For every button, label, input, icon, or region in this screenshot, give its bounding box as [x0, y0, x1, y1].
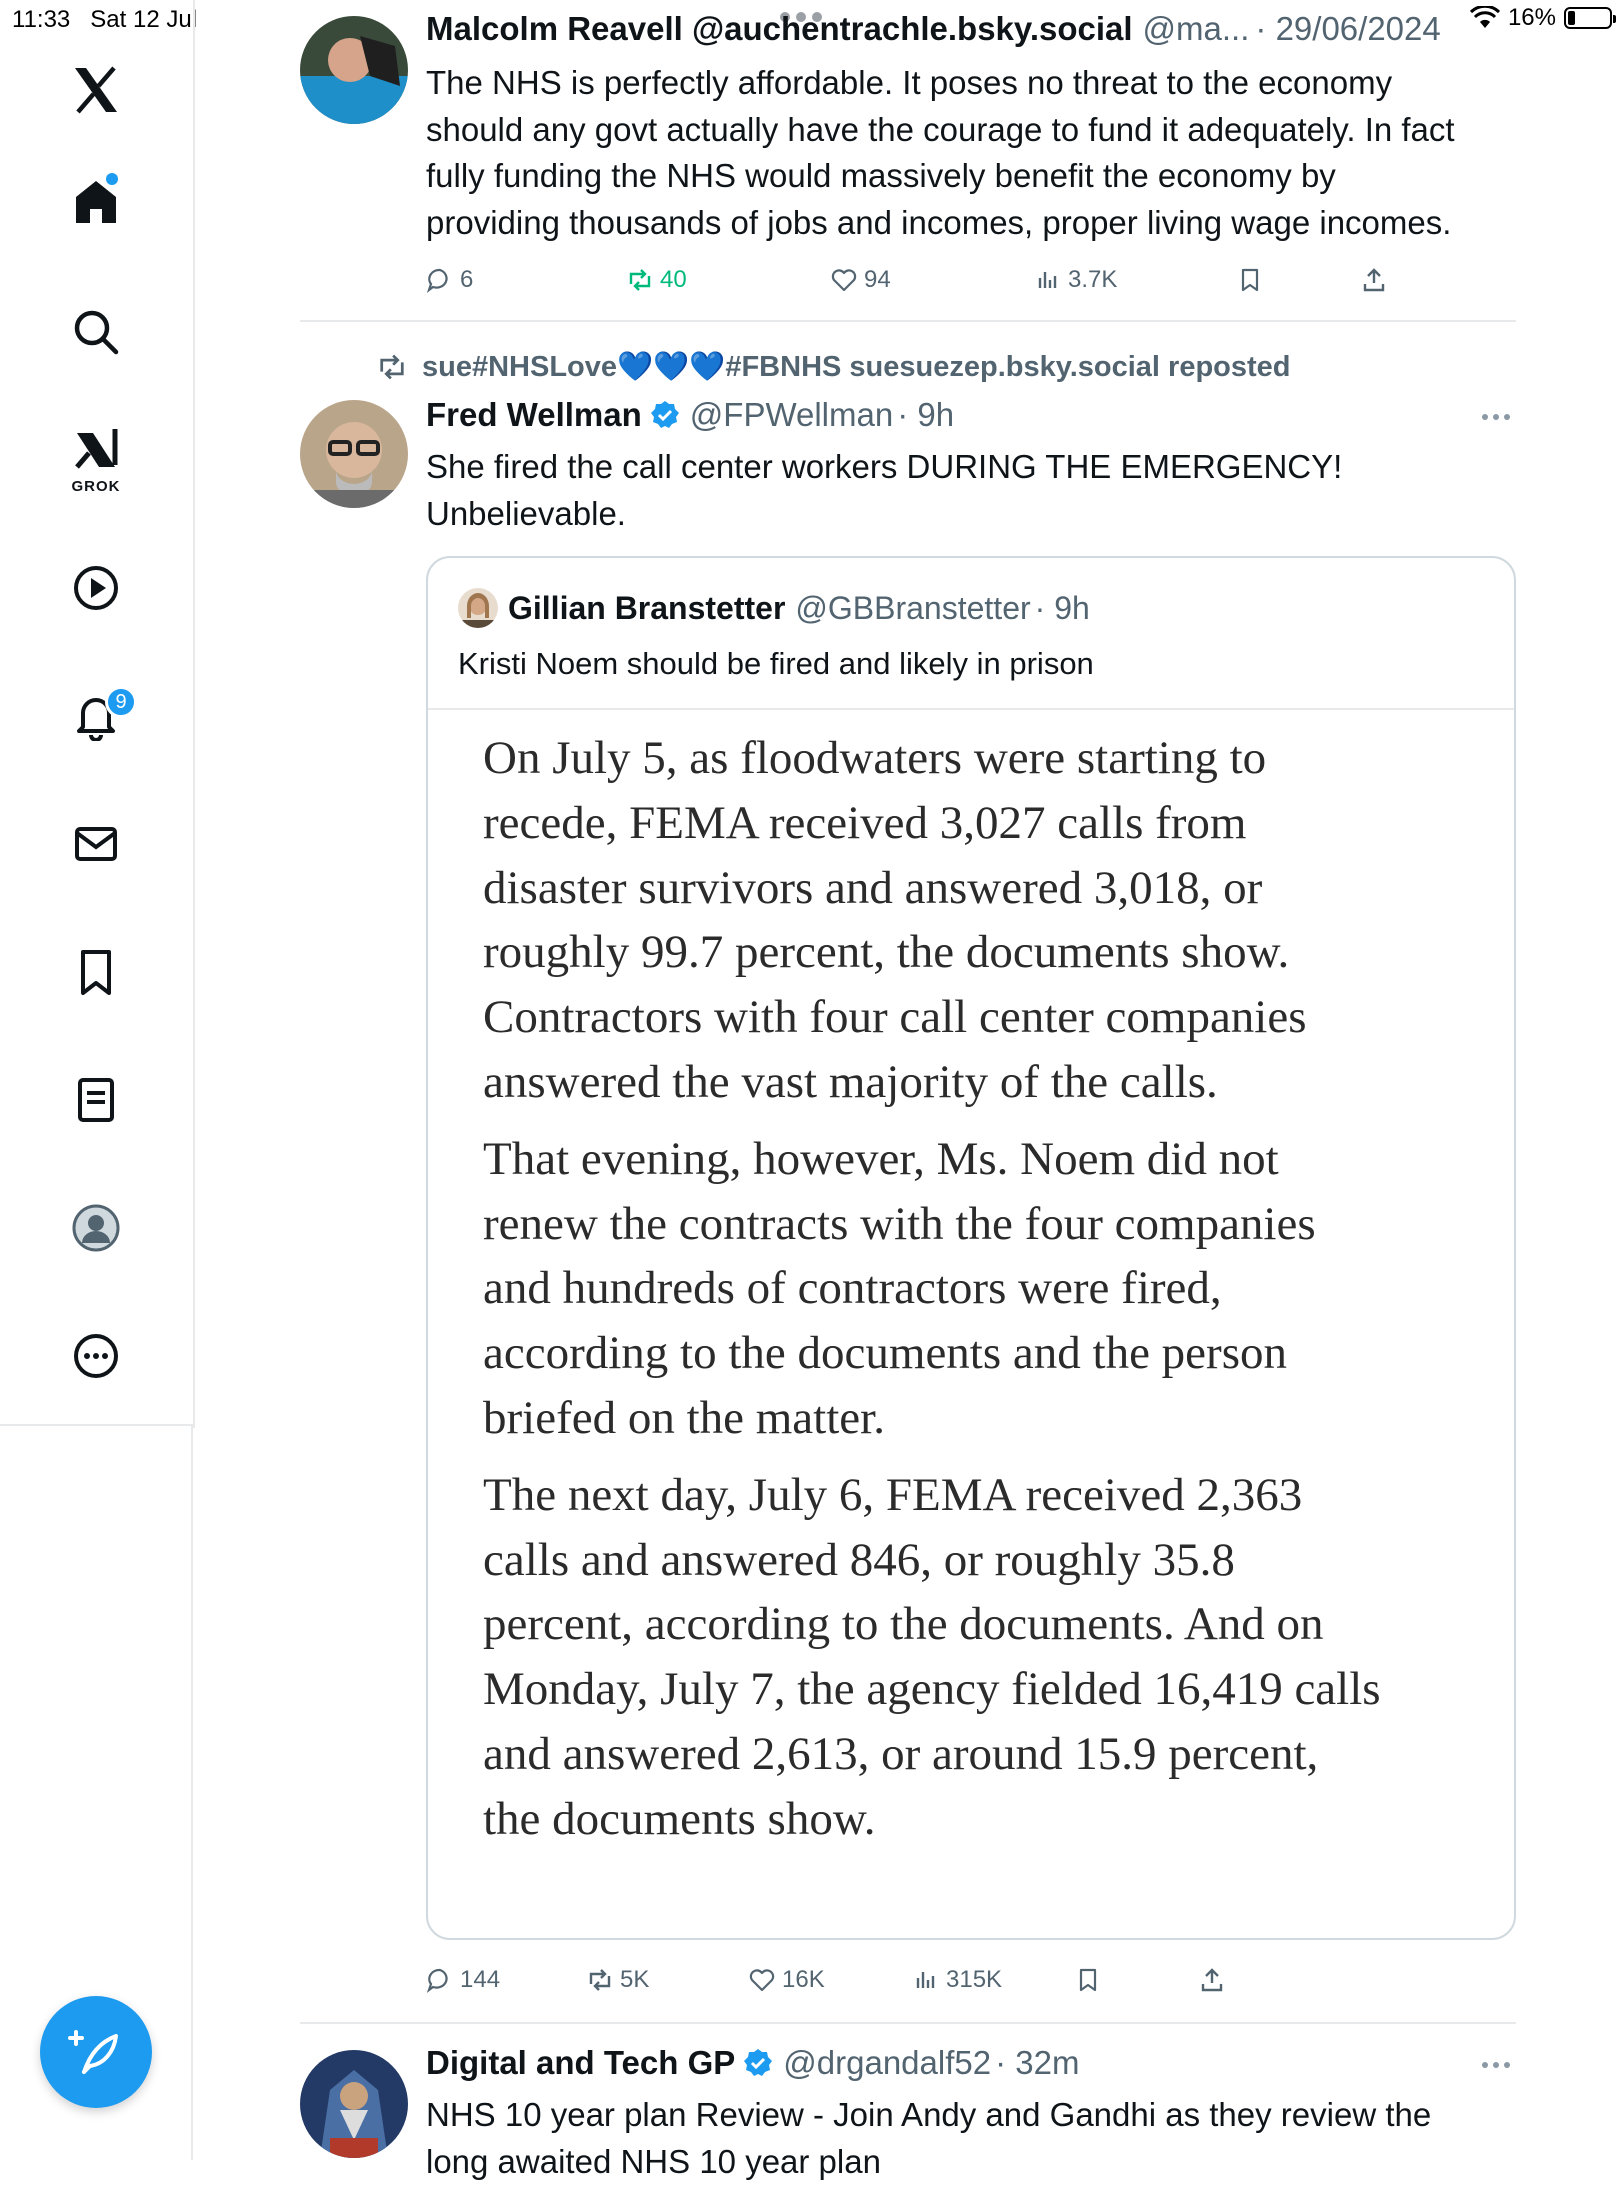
article-screenshot-image	[483, 726, 1483, 1864]
repost-icon	[626, 266, 654, 294]
share-icon	[1198, 1966, 1226, 1994]
quoted-author-handle[interactable]: @GBBranstetter	[795, 589, 1031, 626]
grok-label: GROK	[71, 478, 121, 495]
reply-count: 144	[460, 1966, 501, 1993]
share-button[interactable]	[1360, 266, 1388, 294]
status-indicators	[1470, 4, 1612, 32]
battery-icon	[1564, 7, 1612, 29]
repost-icon	[586, 1966, 614, 1994]
home-icon[interactable]	[58, 164, 134, 240]
repost-context[interactable]	[376, 350, 1291, 384]
post-actions	[426, 262, 1426, 298]
author-name[interactable]: Digital and Tech GP	[426, 2044, 736, 2081]
author-handle[interactable]: @ma...	[1142, 10, 1250, 47]
post-divider	[300, 320, 1516, 322]
video-icon[interactable]	[58, 550, 134, 626]
wifi-icon	[1470, 6, 1500, 30]
x-logo-icon[interactable]	[58, 52, 134, 128]
quoted-post-card[interactable]	[426, 556, 1516, 1940]
quoted-author-line	[458, 588, 1090, 628]
post-avatar[interactable]	[300, 400, 408, 508]
quoted-post-time: · 9h	[1034, 589, 1090, 626]
compose-feather-icon	[68, 2024, 124, 2080]
sidebar-border	[191, 1426, 193, 2160]
reply-button[interactable]	[426, 266, 473, 294]
like-button[interactable]	[748, 1966, 825, 1994]
post-text: NHS 10 year plan Review - Join Andy and Gandhi as they review the long awaited NHS 10 year plan	[426, 2096, 1432, 2180]
search-icon[interactable]	[58, 294, 134, 370]
reply-icon	[426, 1966, 454, 1994]
notification-count-badge: 9	[105, 686, 137, 718]
reply-icon	[426, 266, 454, 294]
post-time: · 29/06/2024	[1255, 10, 1441, 47]
verified-badge-icon	[743, 2048, 773, 2078]
article-paragraph: The next day, July 6, FEMA received 2,363 calls and answered 846, or roughly 35.8 percent, according to the documents. And on Monday, July 7, the agency fielded 16,419 calls and answered 2,613, or around 15.9 percent, the documents show.	[483, 1468, 1381, 1845]
author-name[interactable]: Fred Wellman	[426, 396, 642, 433]
views-count: 3.7K	[1068, 266, 1118, 293]
like-button[interactable]	[830, 266, 891, 294]
bookmark-icon	[1074, 1966, 1102, 1994]
post-author-line	[426, 10, 1441, 48]
share-icon	[1360, 266, 1388, 294]
post-more-icon[interactable]	[1482, 2062, 1510, 2068]
battery-percent: 16%	[1507, 4, 1556, 31]
article-paragraph: That evening, however, Ms. Noem did not renew the contracts with the four companies and hundreds of contractors were fired, according to the documents and the person briefed on the matter.	[483, 1132, 1316, 1444]
post-divider	[300, 2022, 1516, 2024]
post-author-line	[426, 396, 954, 434]
lists-icon[interactable]	[58, 1062, 134, 1138]
heart-icon	[748, 1966, 776, 1994]
like-count: 94	[864, 266, 891, 293]
heart-icon	[830, 266, 858, 294]
views-button[interactable]	[1034, 266, 1117, 294]
post-more-icon[interactable]	[1482, 414, 1510, 420]
post-text: The NHS is perfectly affordable. It poses no threat to the economy should any govt actually have the courage to fund it adequately. In fact fully funding the NHS would massively benefit the economy by providing thousands of jobs and incomes, proper living wage incomes.	[426, 64, 1455, 241]
post-time: · 32m	[995, 2044, 1080, 2081]
views-chart-icon	[1034, 266, 1062, 294]
quoted-post-text: Kristi Noem should be fired and likely in prison	[458, 646, 1094, 681]
quoted-avatar	[458, 588, 498, 628]
author-handle[interactable]: @FPWellman	[689, 396, 894, 433]
bookmark-button[interactable]	[1074, 1966, 1102, 1994]
post-time: · 9h	[897, 396, 955, 433]
views-chart-icon	[912, 1966, 940, 1994]
status-time: 11:33 Sat 12 Jul	[12, 6, 198, 33]
reply-button[interactable]	[426, 1966, 500, 1994]
status-date: Sat 12 Jul	[90, 6, 198, 33]
bookmarks-icon[interactable]	[58, 934, 134, 1010]
author-name[interactable]: Malcolm Reavell @auchentrachle.bsky.social	[426, 10, 1133, 47]
messages-envelope-icon[interactable]	[58, 806, 134, 882]
post-avatar[interactable]	[300, 2050, 408, 2158]
repost-context-label: sue#NHSLove💙💙💙#FBNHS suesuezep.bsky.social reposted	[422, 351, 1291, 383]
repost-icon	[376, 351, 408, 383]
bookmark-button[interactable]	[1236, 266, 1264, 294]
post-text: She fired the call center workers DURING THE EMERGENCY! Unbelievable.	[426, 448, 1343, 532]
views-button[interactable]	[912, 1966, 1002, 1994]
views-count: 315K	[946, 1966, 1003, 1993]
share-button[interactable]	[1198, 1966, 1226, 1994]
post-actions	[426, 1962, 1326, 1998]
repost-button[interactable]	[586, 1966, 649, 1994]
profile-avatar-icon[interactable]	[58, 1190, 134, 1266]
post-avatar[interactable]	[300, 16, 408, 124]
repost-button[interactable]	[626, 266, 687, 294]
quoted-separator	[428, 708, 1514, 710]
home-unread-dot	[106, 173, 118, 185]
bookmark-icon	[1236, 266, 1264, 294]
repost-count: 40	[660, 266, 687, 293]
quoted-author-name[interactable]: Gillian Branstetter	[508, 589, 786, 626]
more-options-icon[interactable]	[58, 1318, 134, 1394]
like-count: 16K	[782, 1966, 825, 1993]
grok-icon[interactable]	[58, 412, 134, 488]
author-handle[interactable]: @drgandalf52	[783, 2044, 992, 2081]
repost-count: 5K	[620, 1966, 650, 1993]
sidebar-divider	[0, 1424, 193, 1426]
post-author-line	[426, 2044, 1079, 2082]
reply-count: 6	[460, 266, 474, 293]
article-paragraph: On July 5, as floodwaters were starting to recede, FEMA received 3,027 calls from disaster survivors and answered 3,018, or roughly 99.7 percent, the documents show. Contractors with four call center companies answered the vast majority of the calls.	[483, 732, 1307, 1108]
verified-badge-icon	[650, 400, 680, 430]
compose-post-button[interactable]	[40, 1996, 152, 2108]
